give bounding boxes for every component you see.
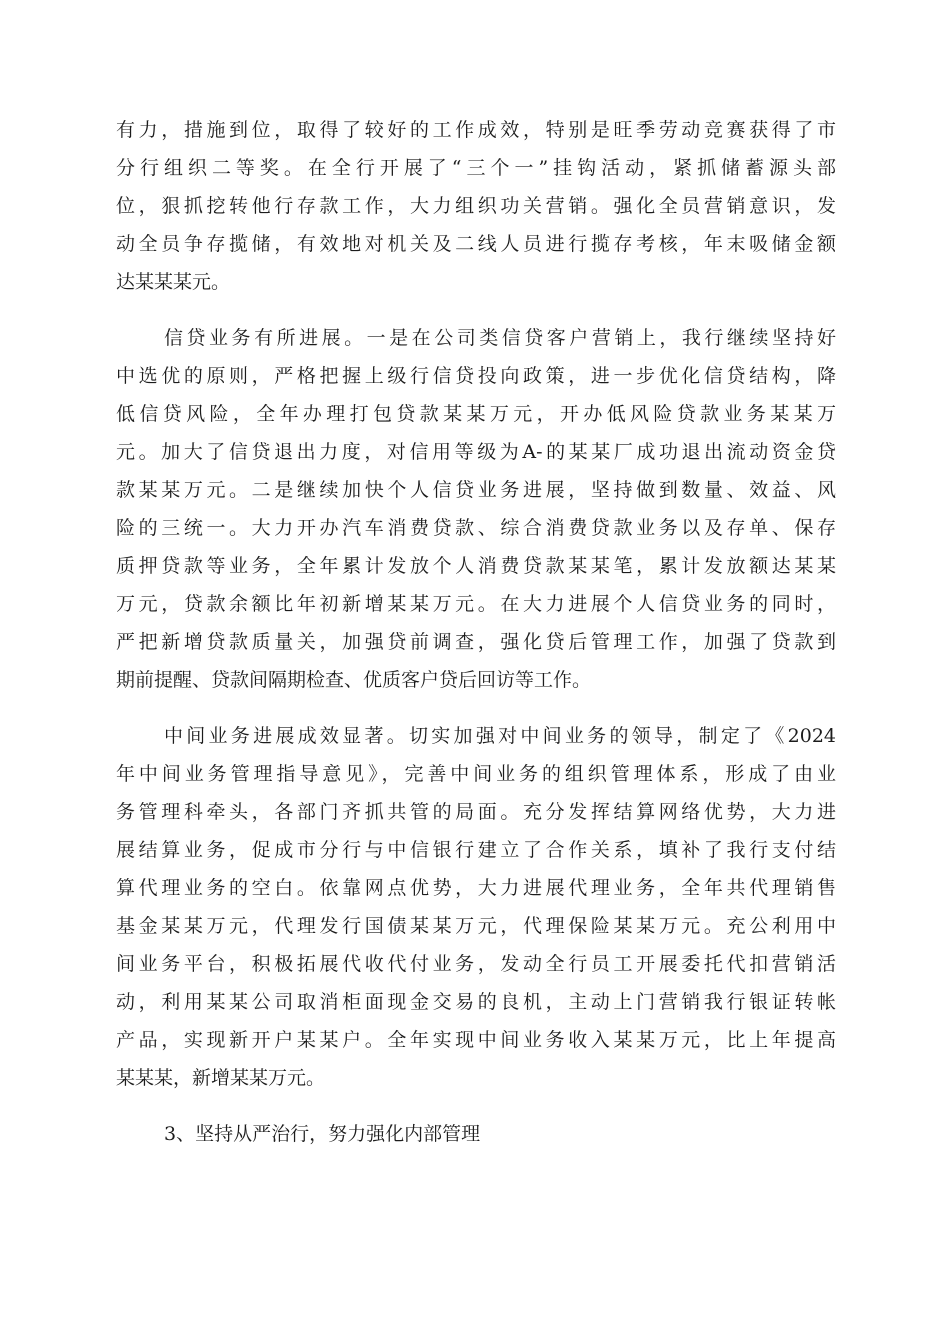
- text-line: 险的三统一。大力开办汽车消费贷款、综合消费贷款业务以及存单、保存: [116, 517, 836, 539]
- text-line: 有力，措施到位，取得了较好的工作成效，特别是旺季劳动竞赛获得了市: [116, 119, 836, 141]
- text-line: 分行组织二等奖。在全行开展了“三个一”挂钩活动，紧抓储蓄源头部: [116, 157, 836, 179]
- text-line: 信贷业务有所进展。一是在公司类信贷客户营销上，我行继续坚持好: [164, 327, 836, 349]
- text-line: 某某某，新增某某万元。: [116, 1067, 326, 1089]
- text-line: 算代理业务的空白。依靠网点优势，大力进展代理业务，全年共代理销售: [116, 877, 836, 899]
- text-line: 中间业务进展成效显著。切实加强对中间业务的领导，制定了《2024: [164, 725, 836, 747]
- text-line: 元。加大了信贷退出力度，对信用等级为A-的某某厂成功退出流动资金贷: [116, 441, 836, 463]
- text-line: 间业务平台，积极拓展代收代付业务，发动全行员工开展委托代扣营销活: [116, 953, 836, 975]
- text-line: 期前提醒、贷款间隔期检查、优质客户贷后回访等工作。: [116, 669, 592, 691]
- text-line: 中选优的原则，严格把握上级行信贷投向政策，进一步优化信贷结构，降: [116, 365, 836, 387]
- text-line: 万元，贷款余额比年初新增某某万元。在大力进展个人信贷业务的同时，: [116, 593, 836, 615]
- text-line: 达某某某元。: [116, 271, 231, 293]
- text-line: 年中间业务管理指导意见》，完善中间业务的组织管理体系，形成了由业: [116, 763, 836, 785]
- text-line: 严把新增贷款质量关，加强贷前调查，强化贷后管理工作，加强了贷款到: [116, 631, 836, 653]
- text-line: 基金某某万元，代理发行国债某某万元，代理保险某某万元。充公利用中: [116, 915, 836, 937]
- text-line: 质押贷款等业务，全年累计发放个人消费贷款某某笔，累计发放额达某某: [116, 555, 836, 577]
- text-line: 展结算业务，促成市分行与中信银行建立了合作关系，填补了我行支付结: [116, 839, 836, 861]
- text-line: 位，狠抓挖转他行存款工作，大力组织功关营销。强化全员营销意识，发: [116, 195, 836, 217]
- text-line: 款某某万元。二是继续加快个人信贷业务进展，坚持做到数量、效益、风: [116, 479, 836, 501]
- text-line: 动，利用某某公司取消柜面现金交易的良机，主动上门营销我行银证转帐: [116, 991, 836, 1013]
- text-line: 产品，实现新开户某某户。全年实现中间业务收入某某万元，比上年提高: [116, 1029, 836, 1051]
- text-line: 动全员争存揽储，有效地对机关及二线人员进行揽存考核，年末吸储金额: [116, 233, 836, 255]
- text-line: 低信贷风险，全年办理打包贷款某某万元，开办低风险贷款业务某某万: [116, 403, 836, 425]
- section-heading: 3、坚持从严治行，努力强化内部管理: [164, 1123, 481, 1145]
- text-line: 务管理科牵头，各部门齐抓共管的局面。充分发挥结算网络优势，大力进: [116, 801, 836, 823]
